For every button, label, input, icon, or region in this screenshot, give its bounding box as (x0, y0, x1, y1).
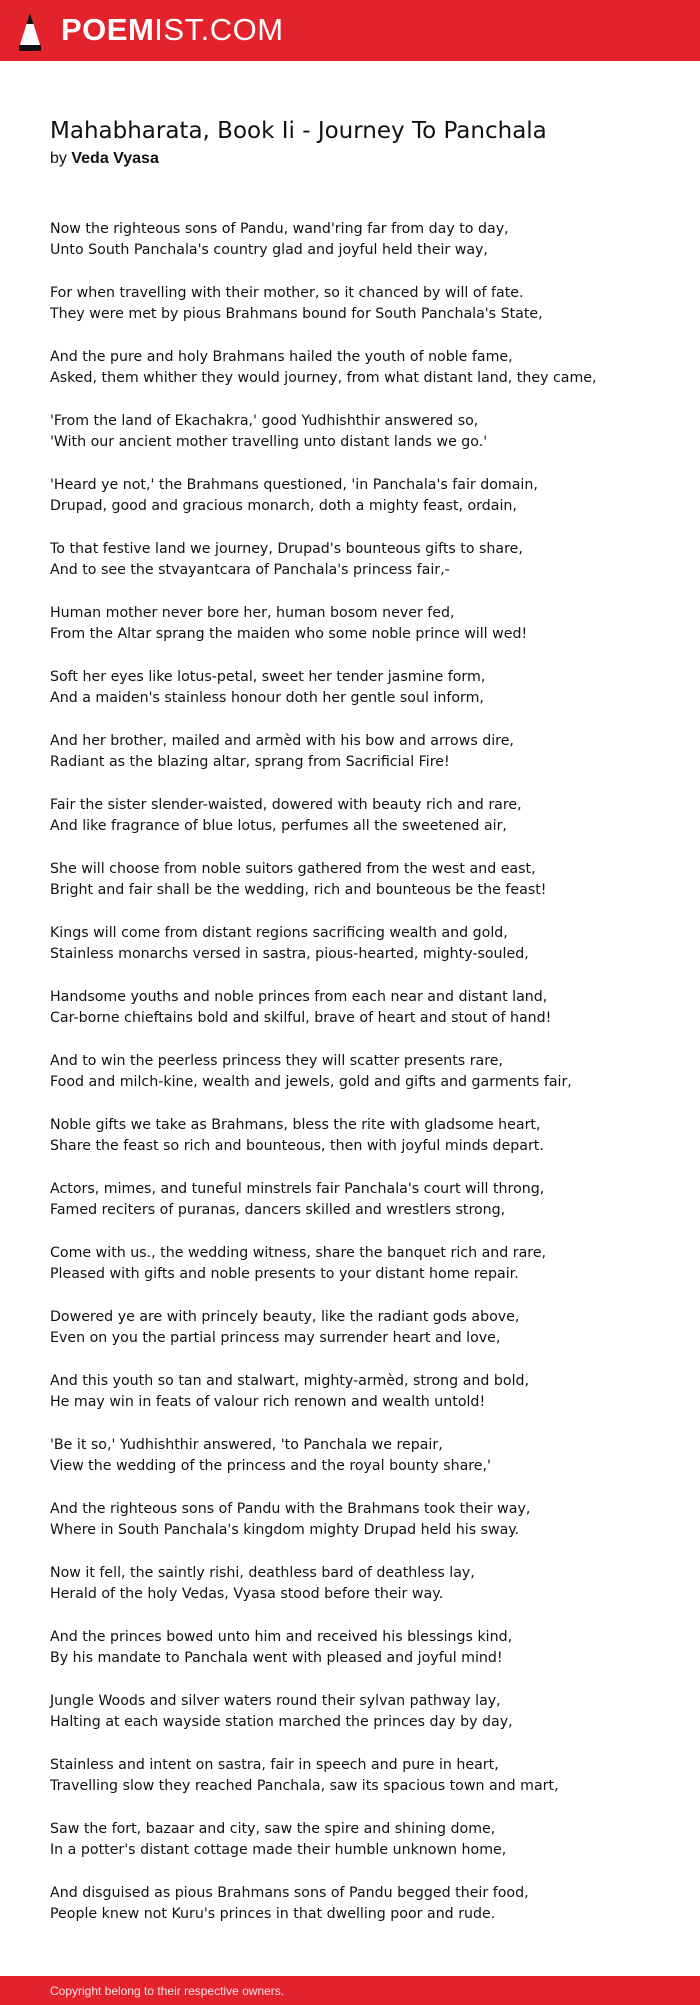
poem-line: In a potter's distant cottage made their humble unknown home, (50, 1841, 507, 1858)
poem-line: Even on you the partial princess may surrender heart and love, (50, 1330, 501, 1347)
site-logo[interactable] (61, 10, 284, 50)
pencil-tip-icon[interactable] (18, 12, 42, 52)
poem-body (50, 219, 670, 1947)
poem-line: And a maiden's stainless honour doth her gentle soul inform, (50, 690, 484, 707)
stanza (50, 1819, 670, 1862)
stanza (50, 1371, 670, 1414)
poem-line: Bright and fair shall be the wedding, rich and bounteous be the feast! (50, 882, 547, 899)
poem-line: Handsome youths and noble princes from each near and distant land, (50, 988, 548, 1005)
poem-line: Human mother never bore her, human bosom never fed, (50, 604, 455, 621)
poem-line: 'With our ancient mother travelling unto distant lands we go.' (50, 434, 488, 451)
poem-line: And to win the peerless princess they will scatter presents rare, (50, 1052, 503, 1069)
poem-line: Fair the sister slender-waisted, dowered with beauty rich and rare, (50, 796, 522, 813)
stanza (50, 1883, 670, 1926)
byline (50, 148, 650, 170)
stanza (50, 859, 670, 902)
poem-line: Asked, them whither they would journey, from what distant land, they came, (50, 370, 597, 387)
stanza (50, 1115, 670, 1158)
poem-line: Car-borne chieftains bold and skilful, brave of heart and stout of hand! (50, 1010, 552, 1027)
poem-line: Soft her eyes like lotus-petal, sweet her tender jasmine form, (50, 668, 486, 685)
poem-line: Food and milch-kine, wealth and jewels, gold and gifts and garments fair, (50, 1074, 572, 1091)
poem-line: Herald of the holy Vedas, Vyasa stood before their way. (50, 1585, 444, 1602)
stanza (50, 475, 670, 518)
stanza (50, 731, 670, 774)
poem-line: Kings will come from distant regions sacrificing wealth and gold, (50, 924, 508, 941)
poem-line: 'From the land of Ekachakra,' good Yudhishthir answered so, (50, 412, 479, 429)
stanza (50, 1243, 670, 1286)
stanza (50, 347, 670, 390)
stanza (50, 667, 670, 710)
poem-line: Drupad, good and gracious monarch, doth a mighty feast, ordain, (50, 498, 517, 515)
poem-line: Noble gifts we take as Brahmans, bless the rite with gladsome heart, (50, 1116, 541, 1133)
poem-line: To that festive land we journey, Drupad's bounteous gifts to share, (50, 540, 523, 557)
copyright-notice: Copyright belong to their respective owners. (50, 1984, 285, 1998)
poem-line: Jungle Woods and silver waters round their sylvan pathway lay, (50, 1692, 501, 1709)
poem-line: Halting at each wayside station marched the princes day by day, (50, 1713, 513, 1730)
poem-line: And the righteous sons of Pandu with the Brahmans took their way, (50, 1500, 531, 1517)
poem-line: Stainless monarchs versed in sastra, pious-hearted, mighty-souled, (50, 946, 529, 963)
poem-line: Dowered ye are with princely beauty, like the radiant gods above, (50, 1308, 520, 1325)
stanza (50, 1051, 670, 1094)
poem-line: Unto South Panchala's country glad and joyful held their way, (50, 242, 488, 259)
poem-line: And to see the stvayantcara of Panchala's princess fair,- (50, 562, 450, 579)
poem-line: And the princes bowed unto him and received his blessings kind, (50, 1628, 513, 1645)
poem-line: She will choose from noble suitors gathered from the west and east, (50, 860, 536, 877)
site-footer (0, 1976, 700, 2005)
stanza (50, 1179, 670, 1222)
stanza (50, 795, 670, 838)
poem-line: And the pure and holy Brahmans hailed the youth of noble fame, (50, 348, 513, 365)
poem-line: And like fragrance of blue lotus, perfumes all the sweetened air, (50, 818, 507, 835)
stanza (50, 1435, 670, 1478)
poem-line: Now it fell, the saintly rishi, deathless bard of deathless lay, (50, 1564, 475, 1581)
poem-line: 'Heard ye not,' the Brahmans questioned, 'in Panchala's fair domain, (50, 476, 538, 493)
stanza (50, 603, 670, 646)
stanza (50, 1499, 670, 1542)
poem-line: And disguised as pious Brahmans sons of Pandu begged their food, (50, 1884, 529, 1901)
poem-line: Pleased with gifts and noble presents to your distant home repair. (50, 1266, 519, 1283)
poem-line: For when travelling with their mother, so it chanced by will of fate. (50, 284, 524, 301)
stanza (50, 987, 670, 1030)
stanza (50, 1307, 670, 1350)
logo-light-text: IST.COM (154, 12, 284, 47)
logo-bold-text: POEM (61, 12, 155, 47)
poem-line: Share the feast so rich and bounteous, then with joyful minds depart. (50, 1138, 544, 1155)
poem-line: Come with us., the wedding witness, share the banquet rich and rare, (50, 1244, 547, 1261)
stanza (50, 411, 670, 454)
poem-line: They were met by pious Brahmans bound for South Panchala's State, (50, 306, 543, 323)
author-name[interactable]: Veda Vyasa (71, 150, 159, 167)
poem-line: 'Be it so,' Yudhishthir answered, 'to Panchala we repair, (50, 1436, 443, 1453)
stanza (50, 1691, 670, 1734)
poem-line: By his mandate to Panchala went with pleased and joyful mind! (50, 1649, 503, 1666)
poem-line: Travelling slow they reached Panchala, saw its spacious town and mart, (50, 1777, 559, 1794)
stanza (50, 1627, 670, 1670)
stanza (50, 283, 670, 326)
poem-line: Now the righteous sons of Pandu, wand'ring far from day to day, (50, 221, 509, 237)
stanza (50, 219, 670, 262)
poem-line: People knew not Kuru's princes in that dwelling poor and rude. (50, 1905, 496, 1922)
stanza (50, 1563, 670, 1606)
poem-line: Famed reciters of puranas, dancers skilled and wrestlers strong, (50, 1202, 506, 1219)
poem-line: Radiant as the blazing altar, sprang from Sacrificial Fire! (50, 754, 450, 771)
stanza (50, 539, 670, 582)
stanza (50, 923, 670, 966)
poem-header (50, 114, 650, 170)
poem-line: View the wedding of the princess and the royal bounty share,' (50, 1458, 491, 1474)
poem-line: And this youth so tan and stalwart, mighty-armèd, strong and bold, (50, 1372, 530, 1389)
poem-line: He may win in feats of valour rich renown and wealth untold! (50, 1394, 486, 1411)
poem-line: Stainless and intent on sastra, fair in speech and pure in heart, (50, 1756, 499, 1773)
by-label: by (50, 150, 67, 167)
poem-line: From the Altar sprang the maiden who some noble prince will wed! (50, 626, 528, 643)
poem-line: Saw the fort, bazaar and city, saw the spire and shining dome, (50, 1820, 496, 1837)
site-header (0, 0, 700, 61)
poem-line: And her brother, mailed and armèd with his bow and arrows dire, (50, 732, 514, 749)
stanza (50, 1755, 670, 1798)
poem-line: Where in South Panchala's kingdom mighty Drupad held his sway. (50, 1521, 520, 1538)
poem-line: Actors, mimes, and tuneful minstrels fair Panchala's court will throng, (50, 1180, 545, 1197)
poem-title: Mahabharata, Book Ii - Journey To Panchala (50, 118, 547, 144)
